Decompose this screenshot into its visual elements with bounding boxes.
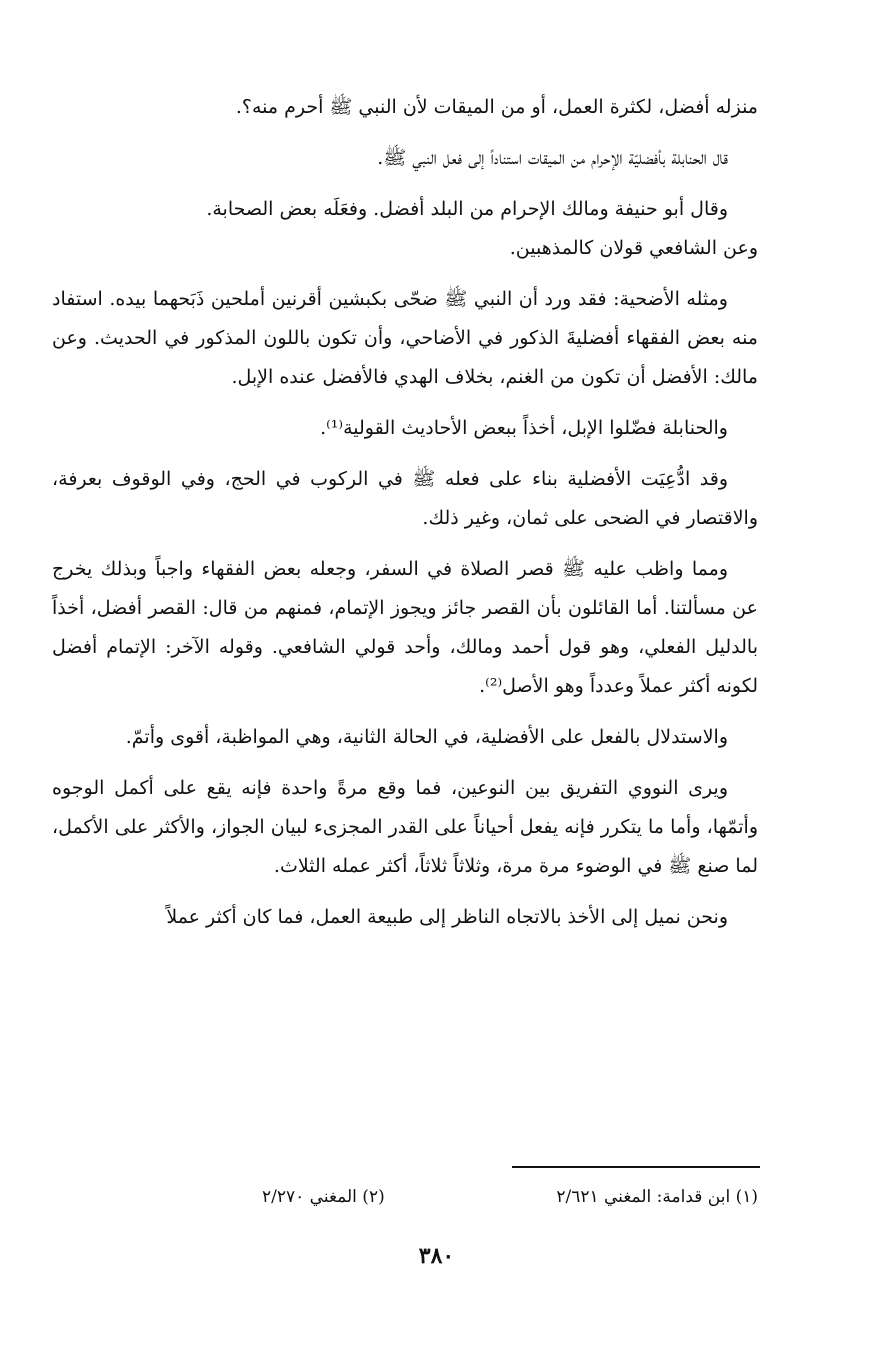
footnote-2: (٢) المغني ٢/٢٧٠ — [262, 1187, 385, 1207]
footnote-separator — [512, 1166, 760, 1168]
main-text — [52, 88, 758, 949]
footnote-1: (١) ابن قدامة: المغني ٢/٦٢١ — [556, 1187, 758, 1207]
paragraph-7: وقد ادُّعِيَت الأفضلية بناء على فعله ﷺ في الركوب في الحج، وفي الوقوف بعرفة، والاقتصار في الضحى على ثمان، وغير ذلك. — [52, 468, 758, 529]
paragraph-8: ومما واظب عليه ﷺ قصر الصلاة في السفر، وجعله بعض الفقهاء واجباً وبذلك يخرج عن مسألتنا. أما القائلون بأن القصر جائز ويجوز الإتمام، فمنهم من قال: القصر أفضل، أخذاً بالدليل الفعلي، وهو قول أحمد ومالك، وأحد قولي الشافعي. وقوله الآخر: الإتمام أفضل لكونه أكثر عملاً وعدداً وهو الأصل⁽²⁾. — [52, 558, 758, 697]
paragraph-1: منزله أفضل، لكثرة العمل، أو من الميقات لأن النبي ﷺ أحرم منه؟. — [235, 96, 758, 118]
paragraph-9: والاستدلال بالفعل على الأفضلية، في الحالة الثانية، وهي المواظبة، أقوى وأتمّ. — [125, 726, 728, 748]
paragraph-3: وقال أبو حنيفة ومالك الإحرام من البلد أفضل. وفعَلَه بعض الصحابة. — [206, 198, 728, 220]
paragraph-2: قال الحنابلة بأفضليّة الإحرام من الميقات استناداً إلى فعل النبي ﷺ. — [377, 147, 728, 169]
paragraph-10: ويرى النووي التفريق بين النوعين، فما وقع مرةً واحدة فإنه يقع على أكمل الوجوه وأتمّها، وأما ما يتكرر فإنه يفعل أحياناً على القدر المجزىء لبيان الجواز، والأكثر على الأكمل، لما صنع ﷺ في الوضوء مرة مرة، وثلاثاً ثلاثاً، أكثر عمله الثلاث. — [52, 777, 758, 877]
paragraph-5: ومثله الأضحية: فقد ورد أن النبي ﷺ ضحّى بكبشين أقرنين أملحين ذَبَحهما بيده. استفاد منه بعض الفقهاء أفضليةَ الذكور في الأضاحي، وأن تكون باللون المذكور في الحديث. وعن مالك: الأفضل أن تكون من الغنم، بخلاف الهدي فالأفضل عنده الإبل. — [52, 288, 758, 388]
paragraph-4: وعن الشافعي قولان كالمذهبين. — [509, 237, 758, 259]
paragraph-6: والحنابلة فضّلوا الإبل، أخذاً ببعض الأحاديث القولية⁽¹⁾. — [320, 417, 728, 439]
page-number: ٣٨٠ — [418, 1243, 455, 1269]
paragraph-11: ونحن نميل إلى الأخذ بالاتجاه الناظر إلى طبيعة العمل، فما كان أكثر عملاً — [166, 906, 728, 928]
